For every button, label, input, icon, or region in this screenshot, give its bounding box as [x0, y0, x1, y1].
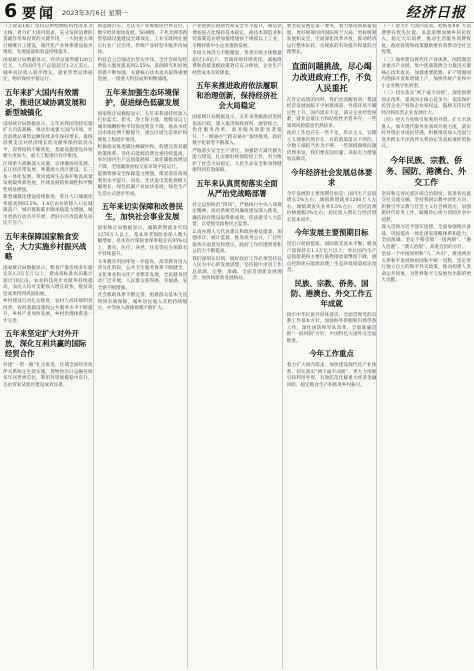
- article-paragraph: 国家统计局数据显示，五年来我国持续深入打好蓝天、碧水、净土保卫战，地级及以上城市细颗粒物平均浓度明显下降，地表水优良水体比例不断提升，重点区域生态保护和修复工程稳步推进。: [97, 111, 188, 143]
- article-paragraph: （三）切实落实“两个毫不动摇”。深化国资国企改革，提高国企核心竞争力，依法保护民营企业产权和企业家权益，鼓励支持民营经济和民营企业发展壮大。: [381, 91, 471, 116]
- article-headline: 今年经济社会发展总体要求: [290, 167, 373, 187]
- article-headline: 今年工作重点: [309, 349, 354, 358]
- article-paragraph: 坚持一个中国原则和“九二共识”，推进两岸关系和平发展和祖国和平统一进程，坚定奉行独立自主的和平外交政策，推动构建人类命运共同体，为世界和平与发展作出新的更大贡献。: [381, 252, 471, 283]
- page-number: 6: [4, 0, 18, 22]
- article-paragraph: （四）更大力度吸引和利用外资。扩大市场准入，加大现代服务业领域开放力度，落实好外资企业国民待遇，积极推动加入全面与进步跨太平洋伙伴关系协定等高标准经贸协议。: [381, 118, 471, 149]
- text-column-3: [192, 24, 283, 669]
- article-paragraph: 能源资源安全保障能力增强，煤炭清洁高效利用水平提升，风电、光伏发电装机规模大幅增长，绿色低碳产业加快发展，绿色生产生活方式逐步形成。: [97, 172, 188, 197]
- article-paragraph: 乡村建设行动扎实推进，农村人居环境明显改善，农村基础设施和公共服务水平不断提升，乡村产业加快发展，乡村治理体系进一步完善。: [3, 299, 93, 324]
- article-paragraph: 认真办理人大代表建议和政协委员提案，加强审计、统计监督，推进政务公开，广泛听取各方面意见和建议，政府工作的透明度和公信力不断提高。: [192, 229, 282, 254]
- section-title: 要闻: [22, 6, 56, 22]
- article-paragraph: 国家统计局数据显示，城镇新增就业年均1270万人以上，基本养老保险参保人数大幅增加，基本医疗保险参保率稳定在95%以上，教育、医疗、养老、住房等民生保障水平持续提升。: [97, 226, 188, 257]
- article-paragraph: 国家统计局数据显示，五年来我国坚持实施扩大内需战略，推动形成强大国内市场，社会消费品零售总额连续多年保持增长，最终消费支出对经济增长的贡献率保持较高水平，投资结构不断优化，基础设施建设补短板力度加大，重大工程项目有序推进。: [3, 121, 93, 159]
- article-headline: 今年发展主要预期目标: [294, 228, 369, 237]
- text-column-5: [381, 24, 471, 669]
- article-headline: 五年来坚定扩大对外开放，深化互利共赢的国际经贸合作: [5, 329, 87, 358]
- article-paragraph: 我们深刻认识到，做好政府工作必须坚持以人民为中心的发展思想，坚持稳中求进工作总基调，完整、准确、全面贯彻新发展理念，加快构建新发展格局。: [192, 256, 282, 281]
- text-column-4: [287, 24, 378, 669]
- issue-date: 2023年3月6日 星期一: [62, 9, 128, 17]
- article-headline: 五年来认真贯彻落实全面从严治党战略部署: [196, 178, 278, 198]
- article-paragraph: 国家统计局数据显示，粮食产量连续多年稳定在1.3万亿斤以上，建成高标准农田累计超过10亿亩，农业科技进步贡献率持续提高，农民人均可支配收入增长较快，脱贫攻坚成果得到巩固拓展。: [3, 265, 93, 297]
- text-column-2: [98, 24, 189, 669]
- article-headline: 五年来保障国家粮食安全，大力实施乡村振兴战略: [5, 231, 87, 261]
- article-paragraph: 产业链供应链韧性和安全水平提升，制造业增加值占比保持基本稳定，高技术制造业和装备制造业增加值增速快于规模以上工业，专精特新中小企业蓬勃发展。: [192, 24, 282, 49]
- article-paragraph: （二）加快建设现代化产业体系。围绕制造业重点产业链，集中优质资源合力推进关键核心技术攻关，加强重要能源、矿产资源国内勘探开发和增储上产，加快传统产业和中小企业数字化转型。: [381, 57, 471, 89]
- article-paragraph: 要坚持发展是第一要务，着力推动高质量发展，更好统筹国内国际两个大局，更好统筹发展和安全，全面深化改革开放，推动经济运行整体好转，实现质的有效提升和量的合理增长。: [286, 24, 377, 55]
- article-paragraph: 持之以恒纠治“四风”，严格执行中央八项规定精神，政府系统党风廉政建设深入推进，廉洁政府建设取得新成效，依法接受人大监督，自觉接受政协民主监督。: [192, 202, 282, 227]
- article-headline: 五年来扩大国内有效需求，推进区域协调发展和新型城镇化: [5, 87, 87, 117]
- article-paragraph: 义务教育巩固率进一步提高，高等教育进入普及化阶段，公共卫生服务体系不断健全，文化事业和文化产业繁荣发展，全民健身活动广泛开展，人民群众获得感、幸福感、安全感不断增强。: [97, 259, 188, 291]
- article-headline: 今年民族、宗教、侨务、国防、港澳台、外交工作: [386, 155, 467, 187]
- article-headline: 五年来推进政府依法履职和治理创新，保持经济社会大局稳定: [196, 81, 278, 110]
- article-paragraph: 进出口促稳提质，国际收支基本平衡；粮食产量保持在1.3万亿斤以上；单位国内生产总值能耗和主要污染物排放量继续下降，重点控制化石能源消费，生态环境质量稳定改善。: [286, 242, 377, 273]
- article-paragraph: 积极稳妥推进碳达峰碳中和，构建完善双碳政策体系，非化石能源消费比重持续提高，单位国内生产总值能耗和二氧化碳排放明显下降，全国碳排放权交易市场平稳运行。: [97, 145, 188, 170]
- article-headline: 民族、宗教、侨务、国防、港澳台、外交工作五年成就: [290, 278, 373, 308]
- article-paragraph: 新能源汽车、光伏等产业规模居世界首位，数字经济加快发展，5G网络、千兆光网等新型基础设施建设全球领先，工业互联网在重点行业广泛应用，传统产业转型升级步伐加快。: [97, 24, 188, 55]
- article-headline: 五年来加强生态环境保护，促进绿色低碳发展: [105, 87, 180, 107]
- article-paragraph: 国家统计局数据显示，五年来各级政府坚持依法行政，深入推进简政放权、放管结合、优化服务改革，政务服务效能显著提升，“一网通办”“跨省通办”加快推进，政府数字化转型不断深入。: [192, 115, 282, 146]
- article-paragraph: 严格落实安全生产责任，加强防灾减灾救灾能力建设，扎实做好疫情防控工作，有力维护了社会大局稳定，人民生命安全和身体健康得到有效保障。: [192, 148, 282, 173]
- article-paragraph: 新型城镇化建设持续推进，常住人口城镇化率提高到65.2%，1.4亿农业转移人口在城镇落户，城市群和都市圈承载能力增强，城市更新行动有序开展，老旧小区改造惠及居民千万户。: [3, 195, 93, 226]
- article-paragraph: 今年发展的主要预期目标是：国内生产总值增长5%左右；城镇新增就业1200万人左右，城镇调查失业率5.5%左右；居民消费价格涨幅3%左右；居民收入增长与经济增长基本同步。: [286, 191, 377, 223]
- article-paragraph: 市场主体活力不断激发，各类市场主体数量超过1.6亿户，营商环境持续优化，减税降费和留抵退税政策效应充分释放，企业生产经营成本有效降低。: [192, 51, 282, 76]
- article-paragraph: 国家统计局数据显示，经济总量突破120万亿元，人均国内生产总值超过1.2万美元，城乡居民收入稳步增长，就业形势总体稳定，物价保持平稳运行。: [3, 57, 93, 82]
- article-paragraph: 政府工作也存在一些不足，形式主义、官僚主义现象仍然存在，有的政策落实不到位，少数干部担当作为不够，一些领域腐败问题仍然多发，我们要直面问题，采取有力措施加以解决。: [286, 131, 377, 162]
- article-paragraph: 在肯定成绩的同时，我们也清醒看到，我国经济发展面临不少困难挑战，外部环境不确定性上升，国内需求不足，部分企业经营困难，就业总量压力和结构性矛盾并存，一些领域风险隐患仍然较多。: [286, 97, 377, 129]
- article-paragraph: 区域重大战略深入实施，京津冀协同发展、长江经济带发展、粤港澳大湾区建设、长三角一体化发展、黄河流域生态保护和高质量发展取得新进展，区域发展的协调性和平衡性明显增强。: [3, 161, 93, 193]
- article-paragraph: 社会救助体系不断完善，困难群众基本生活得到有效保障，城乡居民收入差距持续缩小，中等收入群体规模不断扩大。: [97, 293, 188, 311]
- article-paragraph: 铸牢中华民族共同体意识，全面贯彻党的宗教工作基本方针，加强海外侨胞和归侨侨眷工作，深化国防和军队改革，全面准确贯彻“一国两制”方针，中国特色大国外交全面推进。: [286, 312, 377, 344]
- newspaper-logo: 经济日报: [406, 5, 466, 21]
- article-paragraph: （一）着力扩大国内需求。把恢复和扩大消费摆在优先位置，多渠道增加城乡居民收入，稳定大宗消费，推动生活服务消费恢复，政府投资和政策激励要有效带动全社会投资。: [381, 24, 471, 55]
- article-paragraph: 深入贯彻习近平强军思想，全面加强练兵备战，巩固提高一体化国家战略体系和能力，全面准确、坚定不移贯彻“一国两制”、“港人治港”、“澳人治澳”、高度自治的方针。: [381, 225, 471, 250]
- article-paragraph: 坚持和完善民族区域自治制度，促进各民族交往交流交融，坚持我国宗教中国化方向，积极引导宗教与社会主义社会相适应，加强新时代侨务工作，凝聚侨心侨力同圆共享中国梦。: [381, 191, 471, 223]
- article-paragraph: 科技自立自强迈出坚实步伐，全社会研发经费投入强度提高到2.55%，基础研究和原始创新不断加强，关键核心技术攻关取得重要进展，一批重大科技成果相继涌现。: [97, 57, 188, 82]
- masthead: [0, 0, 474, 23]
- text-column-1: [3, 24, 94, 669]
- article-headline: 直面问题挑战，尽心竭力改进政府工作，不负人民重托: [291, 61, 372, 93]
- article-body: [3, 24, 471, 669]
- article-headline: 五年来切实保障和改善民生，加快社会事业发展: [101, 202, 184, 221]
- article-paragraph: 共建“一带一路”扎实推进，区域全面经济伙伴关系协定生效实施，货物进出口总额连续多年居世界首位，利用外资规模稳中有升，自由贸易试验区建设成效显著。: [3, 363, 93, 388]
- article-paragraph: 着力扩大国内需求，加快建设现代化产业体系，切实落实“两个毫不动摇”，更大力度吸引和利用外资，有效防范化解重大经济金融风险，稳定粮食生产和推进乡村振兴。: [286, 363, 377, 388]
- article-paragraph: （上接第1版）坚持以供给侧结构性改革为主线，着力扩大国内需求，充分发挥消费的基础作用和投资的关键作用，一大批重大项目相继开工建设，现代化产业体系建设稳步推进，发展质量和效益持续提升。: [3, 24, 93, 55]
